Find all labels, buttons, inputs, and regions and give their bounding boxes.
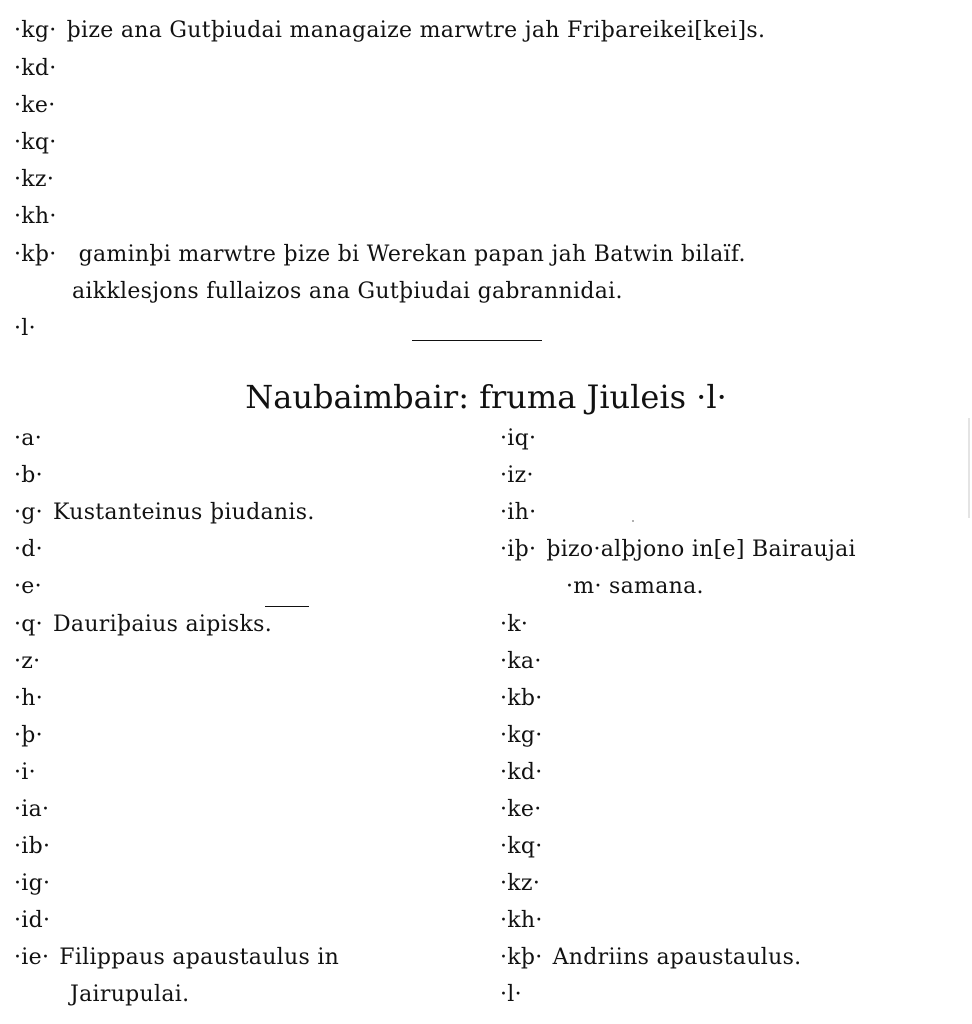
entry-row [14, 93, 56, 118]
entry-continuation [72, 279, 623, 304]
entry-number: ·l· [500, 982, 522, 1007]
entry-number: ·kz· [500, 871, 541, 896]
entry-number: ·h· [14, 686, 44, 711]
entry-row [500, 500, 536, 525]
entry-row [500, 463, 534, 488]
entry-row [500, 982, 522, 1007]
entry-number: ·kg· [14, 18, 57, 43]
entry-number: ·kb· [500, 686, 543, 711]
entry-row [14, 426, 42, 451]
entry-row [14, 612, 272, 637]
entry-text: Andriins apaustaulus. [552, 945, 802, 970]
entry-row [14, 537, 43, 562]
entry-row [14, 316, 36, 341]
entry-text: Filippaus apaustaulus in [59, 945, 340, 970]
entry-row [500, 760, 543, 785]
entry-text: þizo·alþjono in[e] Bairaujai [546, 537, 856, 562]
entry-text: þize ana Gutþiudai managaize marwtre jah Friþareikei[kei]s. [66, 18, 766, 43]
entry-row [14, 834, 50, 859]
entry-number: ·ie· [14, 945, 50, 970]
entry-number: ·iþ· [500, 537, 537, 562]
entry-number: ·q· [14, 612, 43, 637]
entry-number: ·i· [14, 760, 36, 785]
entry-number: ·ih· [500, 500, 537, 525]
entry-row [500, 908, 543, 933]
entry-number: ·kz· [14, 167, 55, 192]
page-edge-shadow [968, 418, 970, 518]
entry-row [500, 426, 536, 451]
entry-continuation [566, 574, 704, 599]
entry-row [14, 797, 49, 822]
entry-row [14, 574, 42, 599]
entry-row [14, 130, 57, 155]
entry-number: ·d· [14, 537, 43, 562]
entry-row [500, 612, 528, 637]
entry-text: Kustanteinus þiudanis. [52, 500, 315, 525]
entry-number: ·l· [14, 316, 36, 341]
entry-number: ·e· [14, 574, 42, 599]
entry-text: ·m· samana. [566, 574, 704, 599]
entry-number: ·a· [14, 426, 43, 451]
entry-number: ·kq· [14, 130, 57, 155]
entry-number: ·kg· [500, 723, 543, 748]
abbreviation-mark [265, 606, 309, 607]
entry-number: ·ib· [14, 834, 51, 859]
entry-row [14, 204, 57, 229]
entry-number: ·g· [14, 500, 43, 525]
entry-number: ·kd· [500, 760, 543, 785]
section-divider [412, 340, 542, 341]
entry-number: ·kq· [500, 834, 543, 859]
entry-row [14, 760, 36, 785]
entry-number: ·iq· [500, 426, 537, 451]
entry-continuation [70, 982, 189, 1007]
entry-number: ·ke· [500, 797, 542, 822]
entry-row [14, 500, 315, 525]
entry-number: ·iz· [500, 463, 534, 488]
entry-row [500, 649, 542, 674]
entry-number: ·kþ· [14, 242, 57, 267]
entry-row [14, 18, 765, 43]
entry-row [14, 908, 50, 933]
entry-number: ·kd· [14, 56, 57, 81]
entry-number: ·þ· [14, 723, 43, 748]
entry-row [14, 167, 54, 192]
entry-row [14, 242, 746, 267]
entry-number: ·ka· [500, 649, 542, 674]
entry-number: ·ig· [14, 871, 51, 896]
entry-number: ·z· [14, 649, 41, 674]
entry-row [500, 797, 542, 822]
entry-row [14, 649, 40, 674]
section-title: Naubaimbair: fruma Jiuleis ·l· [245, 378, 727, 416]
entry-number: ·kh· [14, 204, 57, 229]
entry-row [500, 834, 543, 859]
entry-row [14, 723, 43, 748]
entry-number: ·id· [14, 908, 51, 933]
print-speck [632, 520, 634, 522]
entry-row [500, 871, 540, 896]
entry-row [14, 463, 43, 488]
entry-text: aikklesjons fullaizos ana Gutþiudai gabrannidai. [72, 279, 623, 304]
entry-number: ·ke· [14, 93, 56, 118]
entry-number: ·ia· [14, 797, 50, 822]
entry-row [14, 56, 57, 81]
entry-number: ·b· [14, 463, 43, 488]
entry-text: Dauriþaius aipisks. [52, 612, 273, 637]
entry-row [14, 686, 43, 711]
entry-row [14, 945, 339, 970]
entry-row [500, 723, 543, 748]
entry-text: gaminþi marwtre þize bi Werekan papan jah Batwin bilaïf. [78, 242, 746, 267]
entry-row [14, 871, 50, 896]
entry-number: ·kþ· [500, 945, 543, 970]
entry-row [500, 686, 543, 711]
entry-row [500, 945, 801, 970]
entry-row [500, 537, 856, 562]
entry-number: ·kh· [500, 908, 543, 933]
entry-number: ·k· [500, 612, 529, 637]
entry-text: Jairupulai. [70, 982, 190, 1007]
